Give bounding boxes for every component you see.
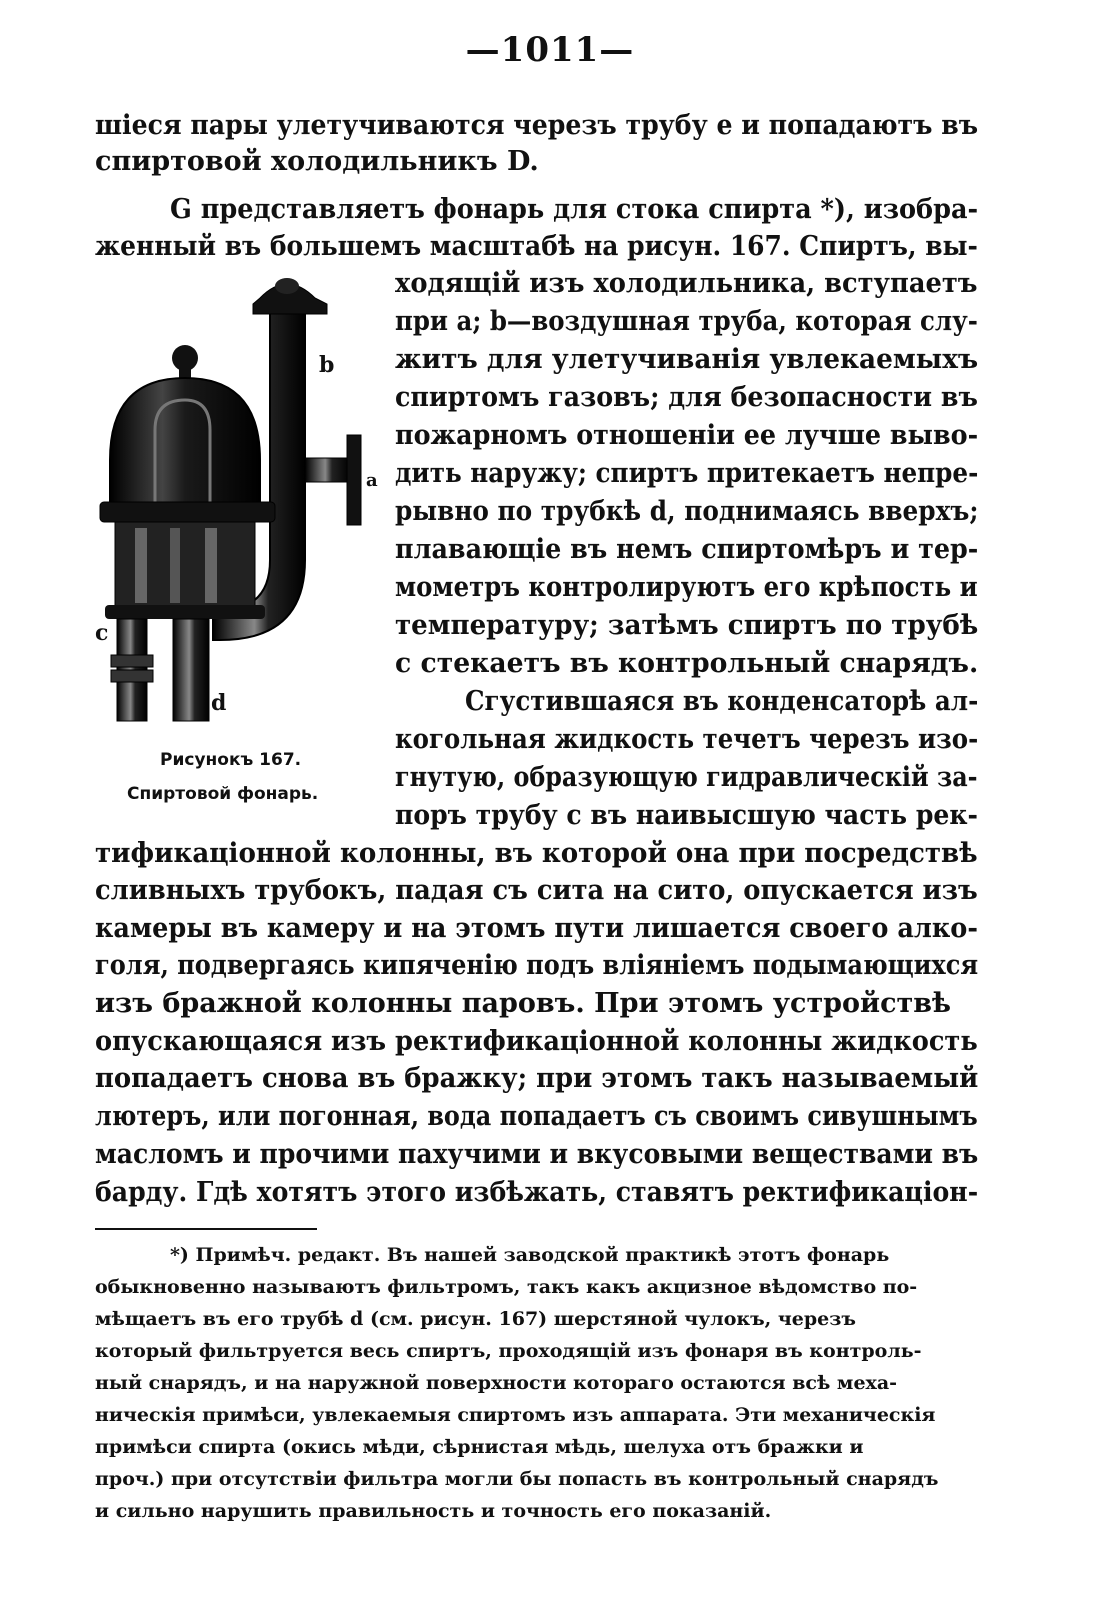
label-a: a	[366, 470, 378, 491]
text-line: плавающіе въ немъ спиртомѣръ и тер-	[395, 534, 979, 565]
footnote-line: *) Примѣч. редакт. Въ нашей заводской практикѣ этотъ фонарь	[170, 1244, 890, 1266]
text-line: пожарномъ отношеніи ее лучше выво-	[395, 420, 979, 451]
figure-caption-title: Спиртовой фонарь.	[127, 784, 319, 804]
text-line: температуру; затѣмъ спиртъ по трубѣ	[395, 610, 979, 641]
text-line: житъ для улетучиванія увлекаемыхъ	[395, 344, 979, 375]
text-line: когольная жидкость течетъ черезъ изо-	[395, 724, 979, 755]
figure-spirit-lantern	[95, 270, 395, 730]
text-line: при a; b—воздушная труба, которая слу-	[395, 306, 978, 337]
text-line: гнутую, образующую гидравлическій за-	[395, 762, 978, 793]
text-line: камеры въ камеру и на этомъ пути лишается своего алко-	[95, 913, 978, 944]
label-b: b	[319, 352, 335, 378]
text-line: спиртовой холодильникъ D.	[95, 146, 539, 177]
footnote-line: который фильтруется весь спиртъ, проходящій изъ фонаря въ контроль-	[95, 1340, 922, 1362]
text-line: лютеръ, или погонная, вода попадаетъ съ своимъ сивушнымъ	[95, 1101, 978, 1132]
footnote-line: мѣщаетъ въ его трубѣ d (см. рисун. 167) шерстяной чулокъ, черезъ	[95, 1308, 856, 1330]
label-c: c	[95, 620, 109, 646]
text-line: дить наружу; спиртъ притекаетъ непре-	[395, 458, 979, 489]
text-line: масломъ и прочими пахучими и вкусовыми веществами въ	[95, 1139, 979, 1170]
text-line: сливныхъ трубокъ, падая съ сита на сито, опускается изъ	[95, 875, 978, 906]
text-line: голя, подвергаясь кипяченію подъ вліяніемъ подымающихся	[95, 950, 979, 981]
text-line: G представляетъ фонарь для стока спирта *), изобра-	[170, 194, 979, 225]
footnote-line: обыкновенно называютъ фильтромъ, такъ какъ акцизное вѣдомство по-	[95, 1276, 918, 1298]
spirit-lantern-illustration	[95, 270, 395, 730]
text-line: барду. Гдѣ хотятъ этого избѣжать, ставятъ ректификаціон-	[95, 1177, 979, 1208]
footnote-line: ный снарядъ, и на наружной поверхности котораго остаются всѣ меха-	[95, 1372, 898, 1394]
footnote-separator	[95, 1228, 317, 1230]
text-line: спиртомъ газовъ; для безопасности въ	[395, 382, 978, 413]
text-line: женный въ большемъ масштабѣ на рисун. 167. Спиртъ, вы-	[95, 231, 978, 262]
text-line: попадаетъ снова въ бражку; при этомъ такъ называемый	[95, 1063, 979, 1094]
text-line: опускающаяся изъ ректификаціонной колонны жидкость	[95, 1026, 978, 1057]
text-line: c стекаетъ въ контрольный снарядъ.	[395, 648, 979, 679]
text-line: ходящій изъ холодильника, вступаетъ	[395, 268, 978, 299]
page-number: —1011—	[465, 30, 635, 70]
figure-caption-number: Рисунокъ 167.	[160, 750, 302, 770]
footnote-line: примѣси спирта (окись мѣди, сѣрнистая мѣдь, шелуха отъ бражки и	[95, 1436, 864, 1458]
text-line: тификаціонной колонны, въ которой она при посредствѣ	[95, 838, 978, 869]
text-line: мометръ контролируютъ его крѣпость и	[395, 572, 978, 603]
footnote-line: ническія примѣси, увлекаемыя спиртомъ изъ аппарата. Эти механическія	[95, 1404, 936, 1426]
text-line: поръ трубу c въ наивысшую часть рек-	[395, 800, 978, 831]
text-line: рывно по трубкѣ d, поднимаясь вверхъ;	[395, 496, 979, 527]
footnote-line: и сильно нарушить правильность и точность его показаній.	[95, 1500, 772, 1522]
label-d: d	[211, 690, 227, 716]
footnote-line: проч.) при отсутствіи фильтра могли бы попасть въ контрольный снарядъ	[95, 1468, 939, 1490]
text-line: изъ бражной колонны паровъ. При этомъ устройствѣ	[95, 988, 951, 1019]
text-line: Сгустившаяся въ конденсаторѣ ал-	[465, 686, 979, 717]
text-line: шіеся пары улетучиваются черезъ трубу e и попадаютъ въ	[95, 110, 979, 141]
